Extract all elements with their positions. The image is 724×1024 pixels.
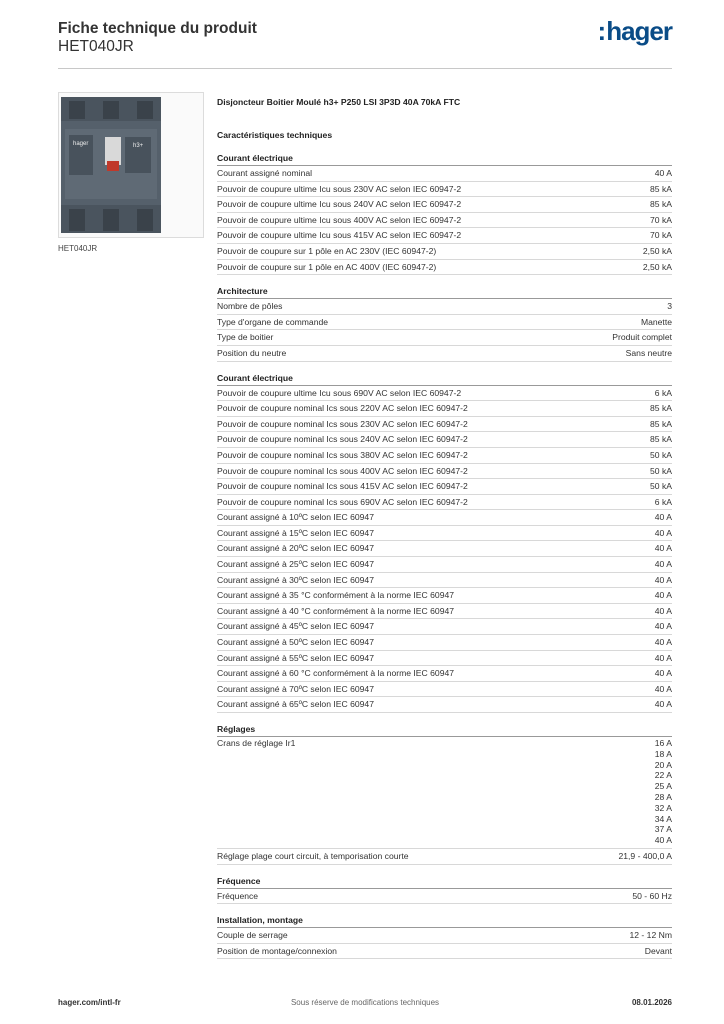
- spec-label: Courant assigné à 65ºC selon IEC 60947: [217, 699, 374, 710]
- spec-row: [217, 697, 672, 713]
- spec-value: 85 kA: [650, 418, 672, 429]
- spec-value: 25 A: [654, 781, 672, 792]
- spec-label: Courant assigné à 70ºC selon IEC 60947: [217, 683, 374, 694]
- spec-value: Manette: [640, 316, 672, 327]
- footer-date: 08.01.2026: [631, 998, 672, 1007]
- spec-row: [217, 464, 672, 480]
- spec-row: [217, 401, 672, 417]
- characteristics-heading: Caractéristiques techniques: [217, 130, 333, 140]
- product-name: Disjoncteur Boitier Moulé h3+ P250 LSI 3P3D 40A 70kA FTC: [217, 97, 461, 107]
- logo-dots-icon: :: [597, 16, 606, 46]
- spec-row: [217, 244, 672, 260]
- spec-row: [217, 228, 672, 244]
- spec-value: 50 kA: [650, 465, 672, 476]
- spec-value: 6 kA: [654, 496, 672, 507]
- spec-row: [217, 510, 672, 526]
- spec-value: 50 kA: [650, 449, 672, 460]
- spec-value: 40 A: [654, 605, 672, 616]
- device-badge: h3+: [133, 143, 144, 149]
- spec-label: Pouvoir de coupure ultime Icu sous 400V AC selon IEC 60947-2: [217, 214, 462, 225]
- footer-note: Sous réserve de modifications techniques: [290, 998, 440, 1007]
- spec-row: [217, 604, 672, 620]
- spec-label: Type de boitier: [217, 332, 274, 343]
- spec-row: [217, 386, 672, 402]
- spec-label: Position du neutre: [217, 347, 287, 358]
- spec-sections: [217, 151, 672, 959]
- spec-label: Couple de serrage: [217, 930, 288, 941]
- spec-label: Courant assigné à 50ºC selon IEC 60947: [217, 637, 374, 648]
- spec-row: [217, 928, 672, 944]
- spec-row: [217, 651, 672, 667]
- spec-label: Pouvoir de coupure nominal Ics sous 220V AC selon IEC 60947-2: [217, 403, 468, 414]
- spec-value: 40 A: [654, 527, 672, 538]
- spec-value: 85 kA: [650, 199, 672, 210]
- spec-label: Courant assigné à 60 °C conformément à la norme IEC 60947: [217, 668, 455, 679]
- spec-value: 20 A: [654, 759, 672, 770]
- spec-row: [217, 635, 672, 651]
- spec-value: 40 A: [654, 168, 672, 178]
- photo-caption: HET040JR: [58, 244, 98, 253]
- spec-value: 16 A: [654, 738, 672, 748]
- spec-label: Courant assigné à 45ºC selon IEC 60947: [217, 621, 374, 632]
- spec-row: [217, 849, 672, 865]
- spec-value: Sans neutre: [625, 347, 672, 358]
- spec-label: Courant assigné à 25ºC selon IEC 60947: [217, 559, 374, 570]
- section-heading: Courant électrique: [217, 371, 672, 386]
- header-divider: [58, 68, 672, 69]
- spec-row: [217, 619, 672, 635]
- spec-row: [217, 495, 672, 511]
- spec-row: [217, 315, 672, 331]
- spec-value: 40 A: [654, 543, 672, 554]
- spec-value: Devant: [644, 945, 672, 956]
- spec-label: Nombre de pôles: [217, 301, 283, 312]
- spec-row: [217, 448, 672, 464]
- spec-value: 70 kA: [650, 214, 672, 225]
- spec-value: 32 A: [654, 802, 672, 813]
- spec-value: 6 kA: [654, 387, 672, 398]
- spec-label: Fréquence: [217, 890, 259, 901]
- spec-value: 40 A: [654, 559, 672, 570]
- spec-value: 18 A: [654, 748, 672, 759]
- spec-value: 40 A: [654, 668, 672, 679]
- spec-row: [217, 299, 672, 315]
- spec-value: 34 A: [654, 813, 672, 824]
- spec-value: 85 kA: [650, 434, 672, 445]
- spec-value: 22 A: [654, 770, 672, 781]
- spec-row: [217, 541, 672, 557]
- spec-value: 37 A: [654, 824, 672, 835]
- section-heading: Réglages: [217, 722, 672, 737]
- spec-label: Pouvoir de coupure nominal Ics sous 240V AC selon IEC 60947-2: [217, 434, 468, 445]
- logo-text: hager: [606, 16, 672, 46]
- spec-row: [217, 346, 672, 362]
- document-title: Fiche technique du produit: [58, 20, 257, 37]
- spec-label: Courant assigné à 30ºC selon IEC 60947: [217, 574, 374, 585]
- spec-value: 40 A: [654, 637, 672, 648]
- spec-label: Pouvoir de coupure nominal Ics sous 690V AC selon IEC 60947-2: [217, 496, 468, 507]
- spec-value: 50 - 60 Hz: [632, 890, 672, 901]
- spec-value: Produit complet: [612, 332, 672, 343]
- spec-row: [217, 432, 672, 448]
- spec-label: Pouvoir de coupure ultime Icu sous 415V AC selon IEC 60947-2: [217, 230, 462, 241]
- spec-label: Position de montage/connexion: [217, 945, 337, 956]
- spec-row: [217, 197, 672, 213]
- spec-row: [217, 182, 672, 198]
- product-code: HET040JR: [58, 38, 134, 55]
- spec-value: 40 A: [654, 652, 672, 663]
- spec-row: [217, 944, 672, 960]
- spec-label: Pouvoir de coupure ultime Icu sous 230V AC selon IEC 60947-2: [217, 183, 462, 194]
- spec-row: [217, 588, 672, 604]
- spec-label: Pouvoir de coupure sur 1 pôle en AC 400V (IEC 60947-2): [217, 261, 437, 272]
- spec-label: Courant assigné à 15ºC selon IEC 60947: [217, 527, 374, 538]
- spec-row: [217, 166, 672, 182]
- spec-row: [217, 737, 672, 849]
- spec-label: Pouvoir de coupure ultime Icu sous 240V AC selon IEC 60947-2: [217, 199, 462, 210]
- spec-label: Type d'organe de commande: [217, 316, 329, 327]
- spec-value: 21,9 - 400,0 A: [618, 850, 672, 861]
- spec-label: Pouvoir de coupure nominal Ics sous 415V AC selon IEC 60947-2: [217, 481, 468, 492]
- hager-logo: [598, 16, 672, 47]
- spec-label: Courant assigné nominal: [217, 168, 313, 178]
- spec-value: 85 kA: [650, 403, 672, 414]
- spec-value-list: [655, 737, 672, 848]
- spec-label: Courant assigné à 10ºC selon IEC 60947: [217, 512, 374, 523]
- spec-row: [217, 260, 672, 276]
- spec-row: [217, 330, 672, 346]
- spec-row: [217, 682, 672, 698]
- product-photo: [58, 92, 204, 238]
- spec-row: [217, 479, 672, 495]
- spec-value: 2,50 kA: [642, 261, 672, 272]
- spec-label: Pouvoir de coupure ultime Icu sous 690V AC selon IEC 60947-2: [217, 387, 462, 398]
- spec-content: [217, 95, 672, 959]
- spec-value: 85 kA: [650, 183, 672, 194]
- spec-value: 40 A: [654, 590, 672, 601]
- spec-value: 70 kA: [650, 230, 672, 241]
- spec-value: 40 A: [654, 683, 672, 694]
- spec-label: Courant assigné à 40 °C conformément à la norme IEC 60947: [217, 605, 455, 616]
- spec-value: 40 A: [654, 574, 672, 585]
- device-brand-label: hager: [73, 141, 89, 147]
- spec-label: Pouvoir de coupure nominal Ics sous 380V AC selon IEC 60947-2: [217, 449, 468, 460]
- page-header: [58, 16, 672, 56]
- spec-value: 12 - 12 Nm: [629, 930, 672, 941]
- spec-row: [217, 666, 672, 682]
- spec-label: Courant assigné à 20ºC selon IEC 60947: [217, 543, 374, 554]
- spec-value: 40 A: [654, 835, 672, 846]
- spec-label: Pouvoir de coupure nominal Ics sous 230V AC selon IEC 60947-2: [217, 418, 468, 429]
- spec-value: 40 A: [654, 699, 672, 710]
- section-heading: Architecture: [217, 284, 672, 299]
- spec-row: [217, 573, 672, 589]
- section-heading: Installation, montage: [217, 913, 672, 928]
- spec-row: [217, 889, 672, 905]
- spec-value: 40 A: [654, 512, 672, 523]
- footer-website: hager.com/intl-fr: [58, 998, 121, 1007]
- spec-row: [217, 557, 672, 573]
- section-heading: Fréquence: [217, 874, 672, 889]
- section-heading: Courant électrique: [217, 151, 672, 166]
- spec-value: 40 A: [654, 621, 672, 632]
- spec-label: Pouvoir de coupure nominal Ics sous 400V AC selon IEC 60947-2: [217, 465, 468, 476]
- spec-label: Crans de réglage Ir1: [217, 738, 296, 748]
- spec-label: Réglage plage court circuit, à temporisation courte: [217, 850, 409, 861]
- spec-value: 3: [667, 301, 672, 312]
- spec-value: 50 kA: [650, 481, 672, 492]
- spec-label: Pouvoir de coupure sur 1 pôle en AC 230V (IEC 60947-2): [217, 245, 437, 256]
- spec-row: [217, 213, 672, 229]
- spec-row: [217, 526, 672, 542]
- circuit-breaker-image: [59, 93, 203, 237]
- spec-value: 2,50 kA: [642, 245, 672, 256]
- spec-row: [217, 417, 672, 433]
- spec-value: 28 A: [654, 791, 672, 802]
- spec-label: Courant assigné à 35 °C conformément à la norme IEC 60947: [217, 590, 455, 601]
- spec-label: Courant assigné à 55ºC selon IEC 60947: [217, 652, 374, 663]
